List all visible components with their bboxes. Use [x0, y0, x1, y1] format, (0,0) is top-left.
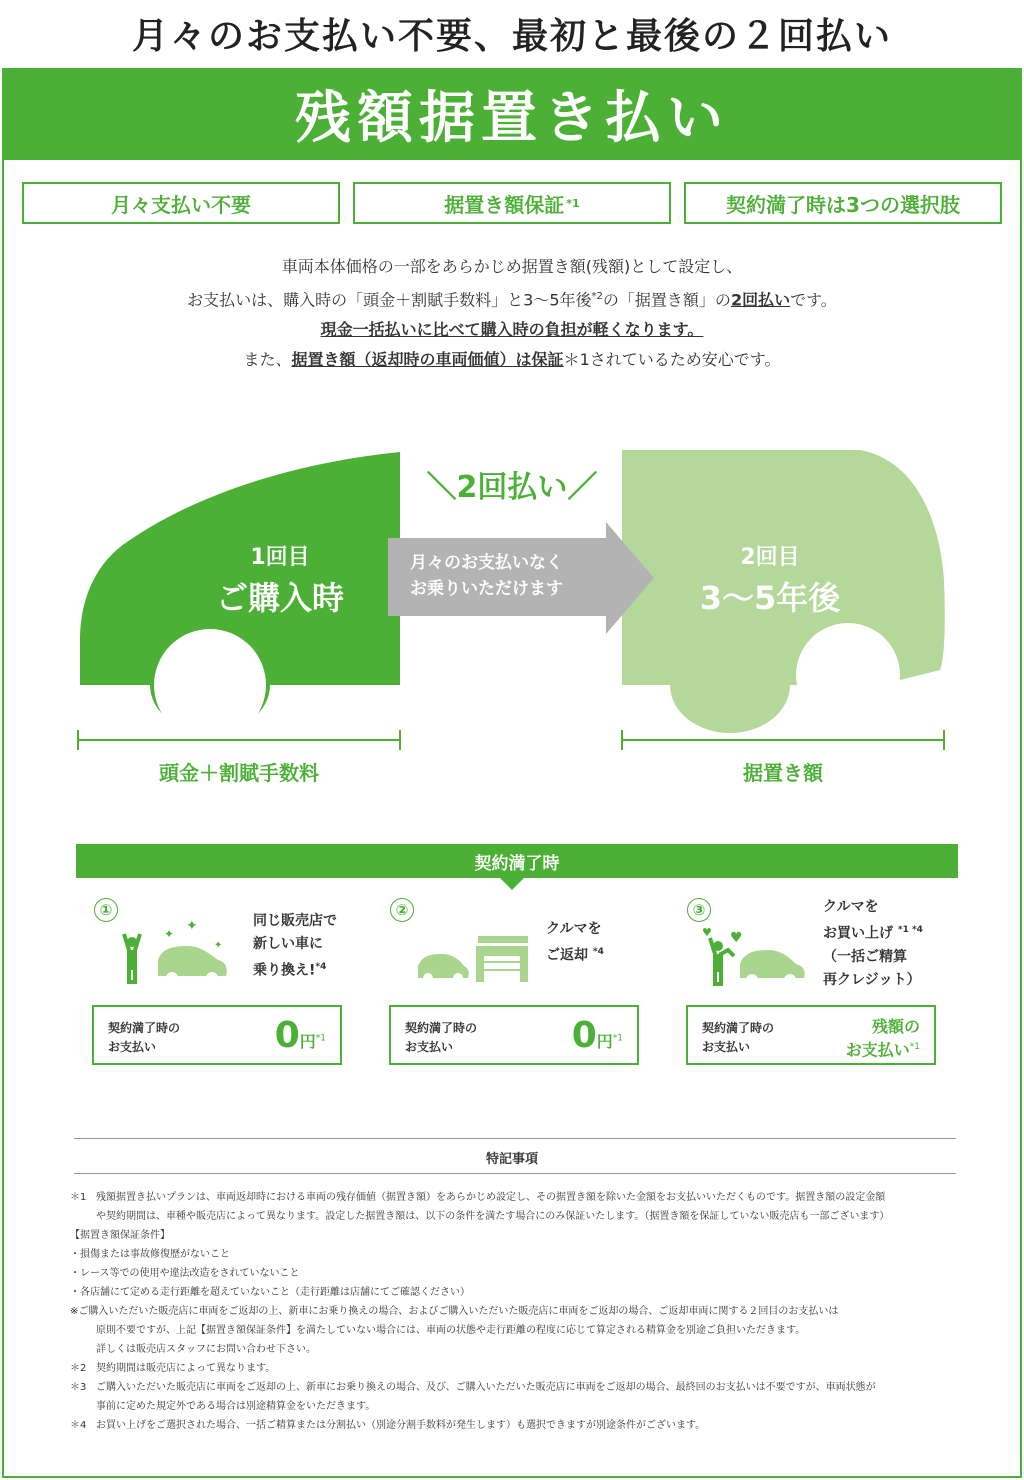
second-payment-timing: 3〜5年後	[699, 579, 841, 617]
note-mark: ＊1	[70, 1192, 87, 1203]
notes-title: 特記事項	[485, 1152, 538, 1167]
desc-line-4: また、据置き額（返却時の車両価値）は保証＊1されているため安心です。	[243, 350, 781, 370]
first-payment-text	[180, 540, 380, 619]
arrow-text: 月々のお支払いなく お乗りいただけます	[410, 553, 563, 599]
note-item	[70, 1226, 970, 1245]
first-payment-timing: ご購入時	[215, 579, 344, 617]
feature-label: 月々支払い不要	[111, 192, 251, 217]
note-item	[70, 1207, 970, 1226]
contract-end-notch	[500, 878, 524, 890]
note-mark	[70, 1207, 96, 1226]
note-item	[70, 1378, 970, 1397]
option-3-number: ③	[687, 898, 711, 922]
note-item	[70, 1188, 970, 1207]
option-1-description: 同じ販売店で 新しい車に 乗り換え!$^{*4}$	[253, 913, 337, 979]
note-item	[70, 1264, 970, 1283]
second-payment-text	[660, 540, 880, 619]
note-item	[70, 1245, 970, 1264]
front-wheel-cutout	[154, 629, 266, 741]
svg-text:✦: ✦	[214, 940, 223, 951]
car-garage-icon	[414, 930, 534, 986]
pay-label: 契約満了時の お支払い	[108, 1021, 181, 1054]
note-text: 事前に定めた規定外である場合は別途精算金をいただきます。	[96, 1401, 376, 1412]
note-item	[70, 1359, 970, 1378]
option-2-number: ②	[390, 898, 414, 922]
svg-text:✦: ✦	[164, 927, 175, 941]
note-text: 残額据置き払いプランは、車両返却時における車両の残存価値（据置き額）をあらかじめ設定し、その据置き額を除いた金額をお支払いいただくものです。据置き額の設定金額	[96, 1192, 886, 1203]
note-item	[70, 1416, 970, 1435]
person-car-sparkle-icon	[118, 920, 233, 986]
option-1-payment-box	[92, 1005, 342, 1065]
feature-badge-guarantee	[353, 182, 671, 224]
note-mark: ＊4	[70, 1420, 87, 1431]
plan-title: 残額据置き払い	[295, 86, 729, 151]
desc-line-2: お支払いは、購入時の「頭金＋割賦手数料」と3〜5年後$^{*2}$の「据置き額」の2回払いです。	[187, 290, 837, 310]
person-heart-car-icon	[700, 926, 810, 986]
note-text: ・各店舗にて定める走行距離を超えていないこと（走行距離は店舗にてご確認ください）	[70, 1287, 470, 1298]
note-mark	[70, 1340, 96, 1359]
pay-label: 契約満了時の お支払い	[405, 1021, 478, 1054]
note-text: ご購入いただいた販売店に車両をご返却の上、新車にお乗り換えの場合、及び、ご購入いただいた販売店に車両をご返却の場合、最終回のお支払いは不要ですが、車両状態が	[96, 1382, 876, 1393]
feature-label: 契約満了時は3つの選択肢	[726, 192, 960, 217]
pay-amount: 残額の お支払い$^{*1}$	[845, 1017, 920, 1060]
note-item	[70, 1283, 970, 1302]
two-payments-label: ＼2回払い／	[426, 470, 598, 505]
svg-text:♥: ♥	[730, 930, 743, 946]
note-text: ・レース等での使用や違法改造をされていないこと	[70, 1268, 300, 1279]
desc-line-3: 現金一括払いに比べて購入時の負担が軽くなります。	[320, 320, 704, 340]
second-payment-label: 据置き額	[743, 761, 823, 785]
note-text: や契約期間は、車種や販売店によって異なります。設定した据置き額は、以下の条件を満たす場合にのみ保証いたします。（据置き額を保証していない販売店も一部ございます）	[96, 1211, 890, 1222]
note-item	[70, 1340, 970, 1359]
note-item	[70, 1397, 970, 1416]
second-payment-count: 2回目	[740, 545, 800, 570]
first-bracket	[78, 730, 400, 750]
option-2-payment-box	[389, 1005, 639, 1065]
option-3-description: クルマを お買い上げ $^{*1 *4}$ （一括ご精算 再クレジット）	[823, 899, 923, 988]
note-mark: ＊2	[70, 1363, 87, 1374]
rear-wheel-cutout	[796, 623, 900, 727]
note-item	[70, 1321, 970, 1340]
note-mark: ＊3	[70, 1382, 87, 1393]
pay-amount: 0円$^{*1}$	[571, 1015, 623, 1056]
note-text: ・損傷または事故修復歴がないこと	[70, 1249, 230, 1260]
notes-title-rule	[74, 1173, 956, 1174]
note-text: お買い上げをご選択された場合、一括ご精算または分割払い（別途分割手数料が発生します）も選択できますが別途条件がございます。	[96, 1420, 706, 1431]
plan-banner	[2, 68, 1022, 160]
feature-badge-three-options	[684, 182, 1002, 224]
notes-top-rule	[74, 1138, 956, 1139]
notes-list	[70, 1188, 970, 1435]
note-text: ※ご購入いただいた販売店に車両をご返却の上、新車にお乗り換えの場合、およびご購入いただいた販売店に車両をご返却の場合、ご返却車両に関する２回目のお支払いは	[70, 1306, 839, 1317]
note-mark	[70, 1397, 96, 1416]
option-3-payment-box	[686, 1005, 936, 1065]
note-mark	[70, 1321, 96, 1340]
svg-text:♥: ♥	[702, 926, 712, 939]
contract-end-bar: 契約満了時	[76, 844, 958, 878]
second-bracket	[622, 730, 944, 750]
note-text: 【据置き額保証条件】	[70, 1230, 170, 1241]
feature-label: 据置き額保証	[444, 192, 565, 217]
pay-label: 契約満了時の お支払い	[702, 1021, 775, 1054]
first-payment-label: 頭金＋割賦手数料	[159, 761, 319, 785]
first-payment-count: 1回目	[250, 545, 310, 570]
note-text: 詳しくは販売店スタッフにお問い合わせ下さい。	[96, 1344, 316, 1355]
note-text: 契約期間は販売店によって異なります。	[96, 1363, 276, 1374]
pay-amount: 0円$^{*1}$	[274, 1015, 326, 1056]
note-item	[70, 1302, 970, 1321]
svg-text:✦: ✦	[186, 920, 198, 934]
option-2-description: クルマを ご返却 $^{*4}$	[546, 921, 604, 964]
feature-badge-no-monthly	[22, 182, 340, 224]
option-1-number: ①	[94, 898, 118, 922]
note-text: 原則不要ですが、上記【据置き額保証条件】を満たしていない場合には、車両の状態や走行距離の程度に応じて算定される精算金を別途ご負担いただきます。	[96, 1325, 806, 1336]
page-title: 月々のお支払い不要、最初と最後の２回払い	[131, 16, 892, 57]
desc-line-1: 車両本体価格の一部をあらかじめ据置き額(残額)として設定し、	[281, 257, 743, 276]
plan-description	[0, 252, 1024, 375]
feature-note: *1	[566, 196, 580, 210]
